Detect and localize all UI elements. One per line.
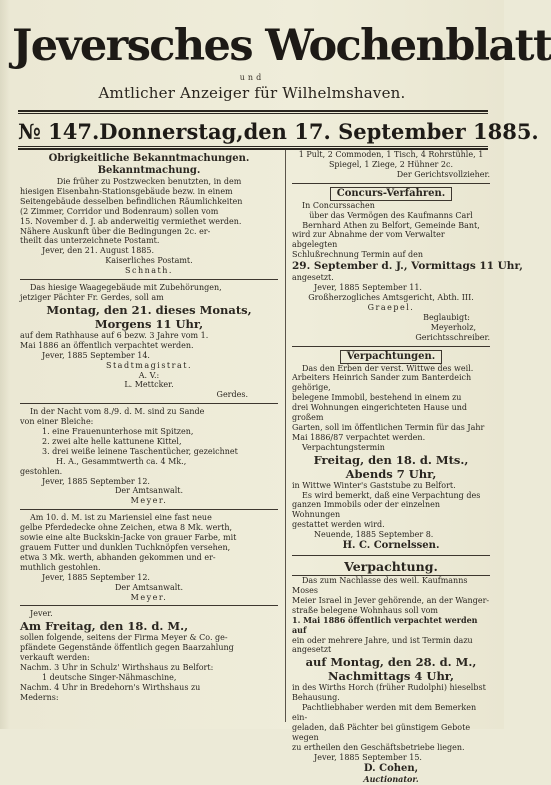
place-date: Jever, 1885 September 14.: [42, 350, 150, 360]
place-date: Jever, den 21. August 1885.: [42, 246, 155, 256]
separator: [292, 346, 490, 347]
rule-top: [18, 110, 488, 112]
masthead-title: Jeversches Wochenblatt: [12, 21, 551, 71]
signature: Meyer.: [130, 496, 168, 506]
notice-theft-bleiche: [20, 407, 278, 506]
signature: Auctionator.: [363, 773, 419, 784]
list-item: 2. zwei alte helle kattunene Kittel,: [42, 436, 182, 446]
text-line: Garten, soll im öffentlichen Termin für das Jahr: [292, 422, 485, 432]
notice-concurs: [292, 187, 523, 343]
text-line: Am 10. d. M. ist zu Mariensiel eine fast neue: [30, 513, 212, 523]
issue-line: [18, 118, 539, 146]
place-date: Jever, 1885 September 12.: [42, 572, 150, 582]
text-line: Das den Erben der verst. Wittwe des weil.: [302, 363, 474, 373]
text-line: zu ertheilen den Geschäftsbetriebe liegen.: [292, 742, 465, 752]
text-line: ganzen Immobils oder der einzelnen Wohnungen: [292, 500, 440, 520]
date-headline: 29. September d. J., Vormittags 11 Uhr,: [292, 260, 523, 273]
issue-number: № 147.: [18, 119, 100, 144]
text-line: muthlich gestohlen.: [20, 562, 101, 572]
office-name: Der Amtsanwalt.: [114, 582, 184, 592]
signature: Der Gerichtsvollzieher.: [396, 169, 490, 179]
left-column: [20, 150, 278, 703]
signature: D. Cohen,: [363, 762, 419, 774]
text-line: straße belegene Wohnhaus soll vom: [292, 605, 438, 615]
text-line: auf dem Rathhause auf 6 bezw. 3 Jahre vom 1.: [20, 330, 209, 340]
text-line: Das zum Nachlasse des weil. Kaufmanns Moses: [292, 576, 468, 595]
date-headline: auf Montag, den 28. d. M.,: [305, 655, 477, 670]
text-line: Arbeiters Heinrich Sander zum Banterdeich gehörige,: [292, 373, 472, 393]
text-line: wird zur Abnahme der vom Verwalter abgelegten: [292, 230, 445, 250]
place-date: Jever, 1885 September 15.: [314, 752, 422, 762]
notice-items-continued: [292, 150, 490, 180]
text-line: Schlußrechnung Termin auf den: [292, 250, 424, 260]
text-line: gestohlen.: [20, 466, 63, 476]
text-line: angesetzt.: [292, 273, 334, 283]
text-line: 15. November d. J. ab anderweitig vermiethet werden.: [20, 216, 242, 226]
text-line: 1 Pult, 2 Commoden, 1 Tisch, 4 Rohrstühle, 1 Spiegel, 1 Ziege, 2 Hühner 2c.: [298, 150, 484, 169]
notice-post-body: [20, 177, 278, 276]
text-line: theilt das unterzeichnete Postamt.: [20, 236, 160, 246]
signature: Meyer.: [130, 592, 168, 602]
right-column: [292, 150, 523, 785]
text-line: Es wird bemerkt, daß eine Verpachtung des: [302, 490, 481, 500]
text-line: in Wittwe Winter's Gaststube zu Belfort.: [292, 480, 456, 490]
notice-title: Concurs-Verfahren.: [330, 187, 453, 201]
text-line: (2 Zimmer, Corridor und Bodenraum) sollen vom: [20, 206, 219, 216]
separator: [20, 403, 278, 404]
notice-title: Bekanntmachung.: [97, 165, 201, 176]
text-line: Nachm. 4 Uhr in Bredehorn's Wirthshaus zu: [20, 682, 201, 692]
text-line: Bernhard Athen zu Belfort, Gemeinde Bant,: [302, 220, 480, 230]
notice-title: Verpachtungen.: [340, 350, 443, 364]
text-line: Mai 1886/87 verpachtet werden.: [292, 432, 426, 442]
text-line: Seitengebäude desselben befindlichen Räumlichkeiten: [20, 196, 243, 206]
office-name: Kaiserliches Postamt.: [105, 256, 193, 266]
separator: [20, 279, 278, 280]
text-line: in des Wirths Horch (früher Rudolphi) hieselbst: [292, 683, 486, 693]
separator: [20, 509, 278, 510]
office-name: Stadtmagistrat.: [105, 360, 192, 370]
text-line: von einer Bleiche:: [20, 417, 94, 427]
notice-verpachtung: [292, 559, 490, 784]
notice-theft-mariensiel: [20, 513, 278, 602]
text-line: Mederns:: [20, 692, 59, 702]
signature: Schnath.: [125, 266, 173, 276]
issue-day: Donnerstag,: [99, 119, 244, 144]
text-line: über das Vermögen des Kaufmanns Carl: [309, 210, 473, 220]
signature: Meyerholz,: [430, 322, 476, 332]
notice-auction: [20, 609, 278, 702]
signature: Gerichtsschreiber.: [415, 332, 490, 342]
signature: Beglaubigt:: [423, 312, 470, 322]
masthead-und: und: [239, 73, 265, 82]
date-headline: Montag, den 21. dieses Monats,: [46, 302, 252, 317]
text-line: gelbe Pferdedecke ohne Zeichen, etwa 8 Mk. werth,: [20, 523, 233, 533]
text-line: etwa 3 Mk. werth, abhanden gekommen und er-: [20, 552, 216, 562]
notice-title: Verpachtung.: [292, 559, 490, 576]
signature: L. Mettcker.: [124, 380, 174, 390]
signature: H. C. Cornelssen.: [342, 540, 440, 552]
time-headline: Abends 7 Uhr,: [345, 466, 437, 481]
notice-verpachtungen: [292, 350, 490, 553]
time-headline: Nachmittags 4 Uhr,: [327, 669, 455, 684]
text-line: verkauft werden:: [20, 653, 90, 663]
place: Jever.: [30, 609, 53, 619]
text-line: grauem Futter und dunklen Tuchknöpfen versehen,: [20, 543, 231, 552]
text-line: gestattet werden wird.: [292, 520, 385, 530]
text-line: Das hiesige Waagegebäude mit Zubehörungen,: [30, 283, 222, 293]
list-item: 1. eine Frauenunterhose mit Spitzen,: [42, 427, 194, 437]
date-headline: Am Freitag, den 18. d. M.,: [20, 619, 189, 634]
text-line: hiesigen Eisenbahn-Stationsgebäude bezw. in einem: [20, 186, 233, 196]
notice-waage: [20, 283, 278, 400]
text-line: Pachtliebhaber werden mit dem Bemerken ein-: [292, 703, 477, 723]
text-line: Mai 1886 an öffentlich verpachtet werden.: [20, 340, 194, 350]
text-line: Meier Israel in Jever gehörende, an der Wanger-: [292, 595, 490, 605]
list-item: 3. drei weiße leinene Taschentücher, gezeichnet: [42, 446, 238, 456]
office-name: Der Amtsanwalt.: [114, 486, 184, 496]
text-line: In Concurssachen: [302, 200, 375, 210]
text-line: pfändete Gegenstände öffentlich gegen Baarzahlung: [20, 643, 234, 653]
text-line: Die früher zu Postzwecken benutzten, in dem: [56, 177, 242, 186]
signature: Gerdes.: [216, 390, 248, 400]
column-divider: [285, 150, 286, 722]
section-title: Obrigkeitliche Bekanntmachungen.: [48, 153, 250, 164]
separator: [292, 555, 490, 556]
signature: A. V.:: [138, 370, 160, 380]
text-line: 1 deutsche Singer-Nähmaschine,: [42, 672, 177, 682]
text-line: 1. Mai 1886 öffentlich verpachtet werden auf: [292, 614, 478, 635]
text-line: Nachm. 3 Uhr in Schulz' Wirthshaus zu Belfort:: [20, 663, 214, 673]
text-line: drei Wohnungen eingerichteten Hause und großem: [292, 403, 468, 423]
signature: Graepel.: [367, 302, 415, 312]
place-date: Jever, 1885 September 12.: [42, 476, 150, 486]
place-date: Neuende, 1885 September 8.: [314, 530, 434, 540]
text-line: geladen, daß Pächter bei günstigem Gebote wegen: [292, 722, 471, 742]
text-line: belegene Immobil, bestehend in einem zu: [292, 393, 462, 403]
text-line: ein oder mehrere Jahre, und ist Termin dazu angesetzt: [292, 635, 473, 655]
text-line: In der Nacht vom 8./9. d. M. sind zu Sande: [30, 407, 205, 417]
separator: [292, 183, 490, 184]
text-line: sollen folgende, seitens der Firma Meyer & Co. ge-: [20, 633, 228, 643]
office-name: Großherzogliches Amtsgericht, Abth. III.: [308, 292, 474, 302]
masthead-subtitle: Amtlicher Anzeiger für Wilhelmshaven.: [98, 84, 406, 102]
rule-issue-bottom: [18, 146, 488, 147]
text-line: jetziger Pächter Fr. Gerdes, soll am: [20, 292, 164, 302]
issue-date: den 17. September 1885.: [243, 119, 539, 144]
text-line: Behausung.: [292, 693, 340, 703]
date-headline: Freitag, den 18. d. Mts.,: [313, 452, 469, 467]
list-item: H. A., Gesammtwerth ca. 4 Mk.,: [56, 456, 187, 466]
separator: [20, 605, 278, 606]
place-date: Jever, 1885 September 11.: [314, 283, 422, 293]
time-headline: Morgens 11 Uhr,: [94, 316, 204, 331]
text-line: Verpachtungstermin: [302, 442, 385, 452]
rule-top-thin: [18, 113, 488, 114]
text-line: sowie eine alte Buckskin-Jacke von grauer Farbe, mit: [20, 533, 237, 543]
text-line: Nähere Auskunft über die Bedingungen 2c. er-: [20, 226, 211, 236]
